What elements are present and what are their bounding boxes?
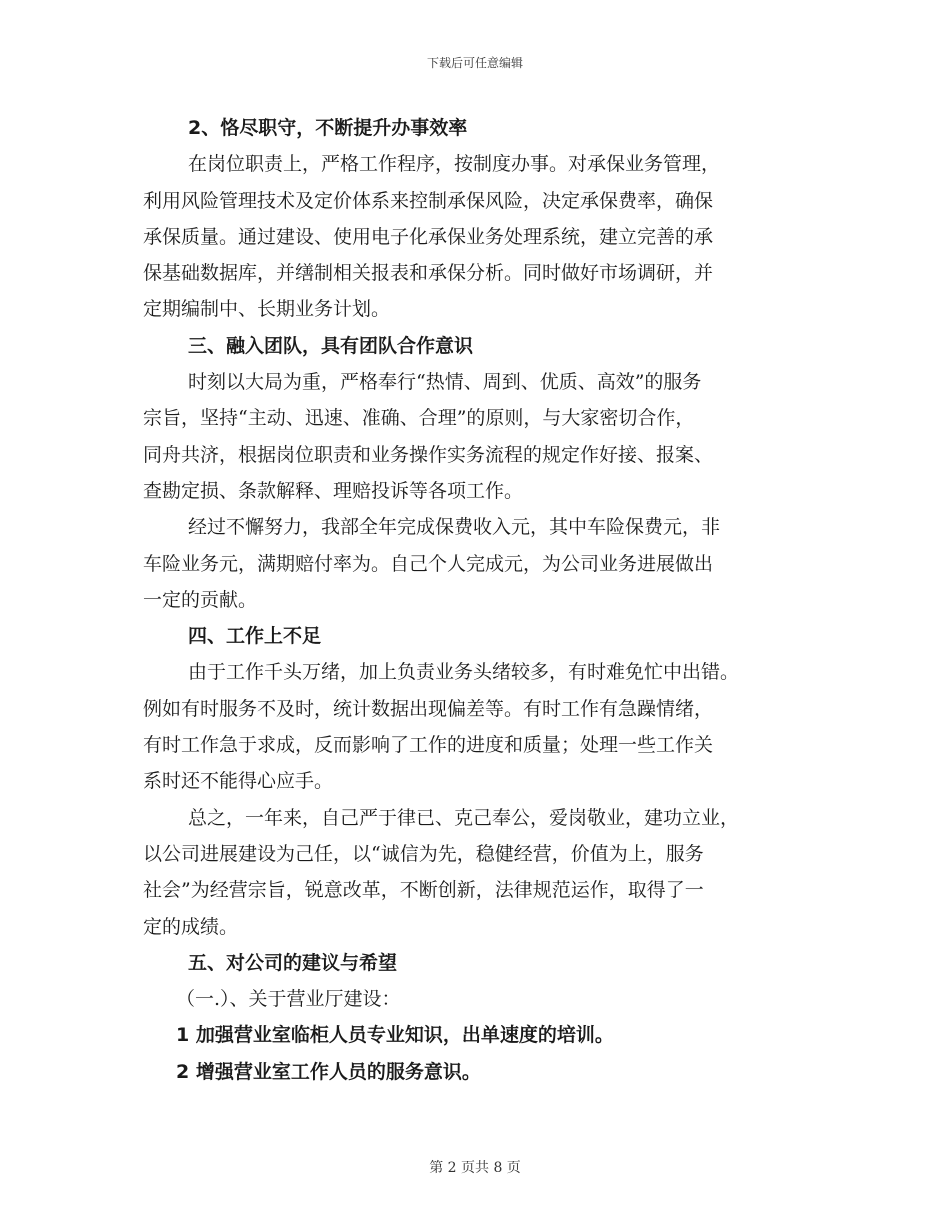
paragraph-line: 经过不懈努力，我部全年完成保费收入元，其中车险保费元，非: [188, 516, 721, 539]
paragraph-line: 例如有时服务不及时，统计数据出现偏差等。有时工作有急躁情绪，: [143, 697, 714, 720]
paragraph-line: 社会”为经营宗旨，锐意改革，不断创新，法律规范运作，取得了一: [143, 879, 704, 902]
paragraph-line: 宗旨，坚持“主动、迅速、准确、合理”的原则，与大家密切合作，: [143, 407, 695, 430]
page-header-note: 下载后可任意编辑: [426, 56, 523, 70]
numbered-item: 2 增强营业室工作人员的服务意识。: [176, 1060, 481, 1083]
paragraph-line: 有时工作急于求成，反而影响了工作的进度和质量；处理一些工作关: [143, 734, 714, 757]
paragraph-line: 由于工作千头万绪，加上负责业务头绪较多，有时难免忙中出错。: [188, 661, 740, 684]
paragraph-line: 保基础数据库，并缮制相关报表和承保分析。同时做好市场调研，并: [143, 262, 714, 285]
paragraph-line: 承保质量。通过建设、使用电子化承保业务处理系统，建立完善的承: [143, 225, 714, 248]
paragraph-line: 利用风险管理技术及定价体系来控制承保风险，决定承保费率，确保: [143, 189, 714, 212]
section-heading: 四、工作上不足: [188, 625, 322, 648]
paragraph-line: 时刻以大局为重，严格奉行“热情、周到、优质、高效”的服务: [188, 371, 702, 394]
paragraph-line: 车险业务元，满期赔付率为。自己个人完成元，为公司业务进展做出: [143, 552, 714, 575]
document-body: [143, 110, 803, 1090]
section-heading: 2、恪尽职守，不断提升办事效率: [188, 117, 468, 139]
paragraph-line: 总之，一年来，自己严于律已、克己奉公，爱岗敬业，建功立业，: [188, 806, 740, 829]
subsection-heading: （一.）、关于营业厅建设：: [176, 988, 401, 1011]
paragraph-line: 查勘定损、条款解释、理赔投诉等各项工作。: [143, 479, 524, 502]
paragraph-line: 在岗位职责上，严格工作程序，按制度办事。对承保业务管理，: [188, 153, 721, 176]
paragraph-line: 系时还不能得心应手。: [143, 770, 334, 793]
paragraph-line: 一定的贡献。: [143, 588, 258, 611]
page-footer-number: 第 2 页共 8 页: [429, 1160, 521, 1176]
section-heading: 三、融入团队，具有团队合作意识: [188, 334, 474, 357]
paragraph-line: 以公司进展建设为己任，以“诚信为先，稳健经营，价值为上，服务: [143, 842, 704, 865]
paragraph-line: 定的成绩。: [143, 915, 239, 938]
section-heading: 五、对公司的建议与希望: [188, 951, 398, 974]
numbered-item: 1 加强营业室临柜人员专业知识，出单速度的培训。: [176, 1024, 614, 1047]
paragraph-line: 定期编制中、长期业务计划。: [143, 298, 391, 321]
paragraph-line: 同舟共济，根据岗位职责和业务操作实务流程的规定作好接、报案、: [143, 443, 714, 466]
